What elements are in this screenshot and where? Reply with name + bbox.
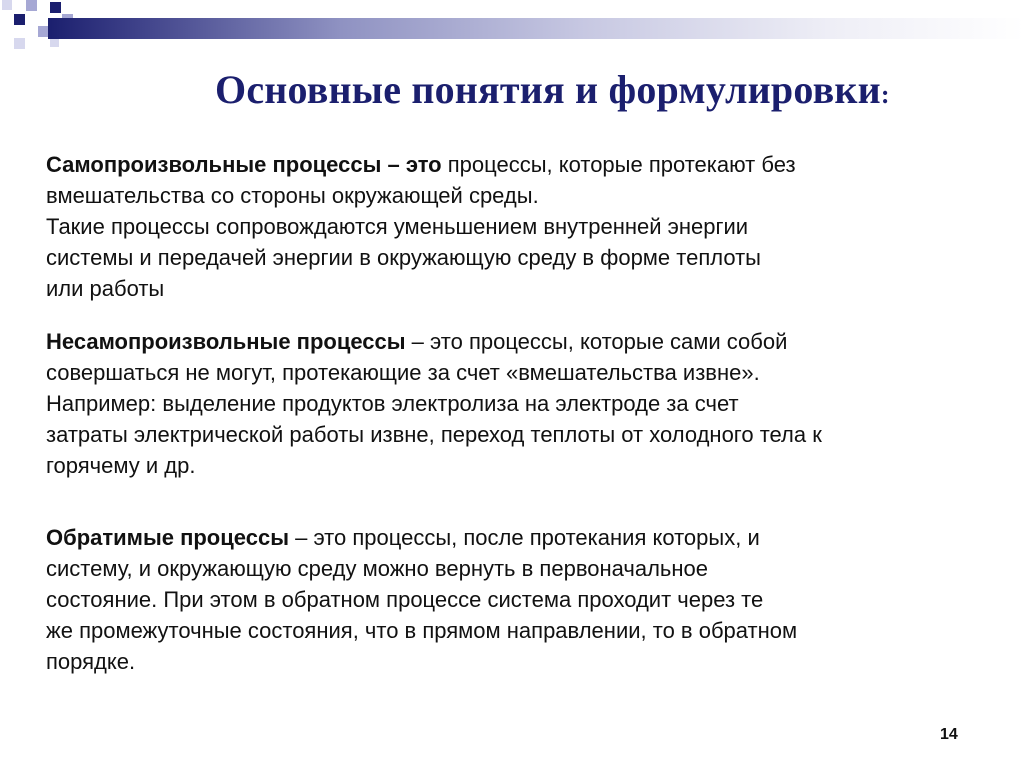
decor-square: [2, 0, 12, 10]
paragraph-line: же промежуточные состояния, что в прямом направлении, то в обратном: [46, 618, 798, 643]
decor-square: [50, 38, 59, 47]
paragraph-line: [46, 326, 976, 357]
page-number: 14: [940, 726, 958, 743]
paragraph-line: [46, 522, 976, 553]
decor-square: [26, 0, 37, 11]
definition-text: – это процессы, которые сами собой: [405, 329, 788, 354]
paragraph-spontaneous: [46, 149, 976, 304]
header-gradient-bar: [48, 18, 1024, 39]
slide-title: [215, 66, 890, 113]
paragraph-line: или работы: [46, 276, 165, 301]
paragraph-nonspontaneous: [46, 326, 976, 481]
paragraph-line: системы и передачей энергии в окружающую среду в форме теплоты: [46, 245, 761, 270]
paragraph-line: горячему и др.: [46, 453, 196, 478]
term-reversible: Обратимые процессы: [46, 525, 289, 550]
paragraph-reversible: [46, 522, 976, 677]
paragraph-line: вмешательства со стороны окружающей среды.: [46, 183, 539, 208]
paragraph-line: порядке.: [46, 649, 136, 674]
decor-square: [50, 2, 61, 13]
paragraph-line: систему, и окружающую среду можно вернуть в первоначальное: [46, 556, 709, 581]
term-spontaneous: Самопроизвольные процессы – это: [46, 152, 442, 177]
term-nonspontaneous: Несамопроизвольные процессы: [46, 329, 406, 354]
paragraph-line: [46, 149, 976, 180]
slide-title-colon: :: [880, 80, 890, 109]
slide-body: [46, 149, 976, 677]
definition-text: процессы, которые протекают без: [441, 152, 796, 177]
paragraph-line: Такие процессы сопровождаются уменьшением внутренней энергии: [46, 214, 749, 239]
definition-text: – это процессы, после протекания которых, и: [288, 525, 760, 550]
paragraph-line: совершаться не могут, протекающие за счет «вмешательства извне».: [46, 360, 760, 385]
decor-square: [14, 38, 25, 49]
paragraph-line: Например: выделение продуктов электролиза на электроде за счет: [46, 391, 739, 416]
slide-title-text: Основные понятия и формулировки: [215, 67, 881, 112]
paragraph-line: состояние. При этом в обратном процессе система проходит через те: [46, 587, 764, 612]
decor-square: [14, 14, 25, 25]
paragraph-line: затраты электрической работы извне, переход теплоты от холодного тела к: [46, 422, 822, 447]
